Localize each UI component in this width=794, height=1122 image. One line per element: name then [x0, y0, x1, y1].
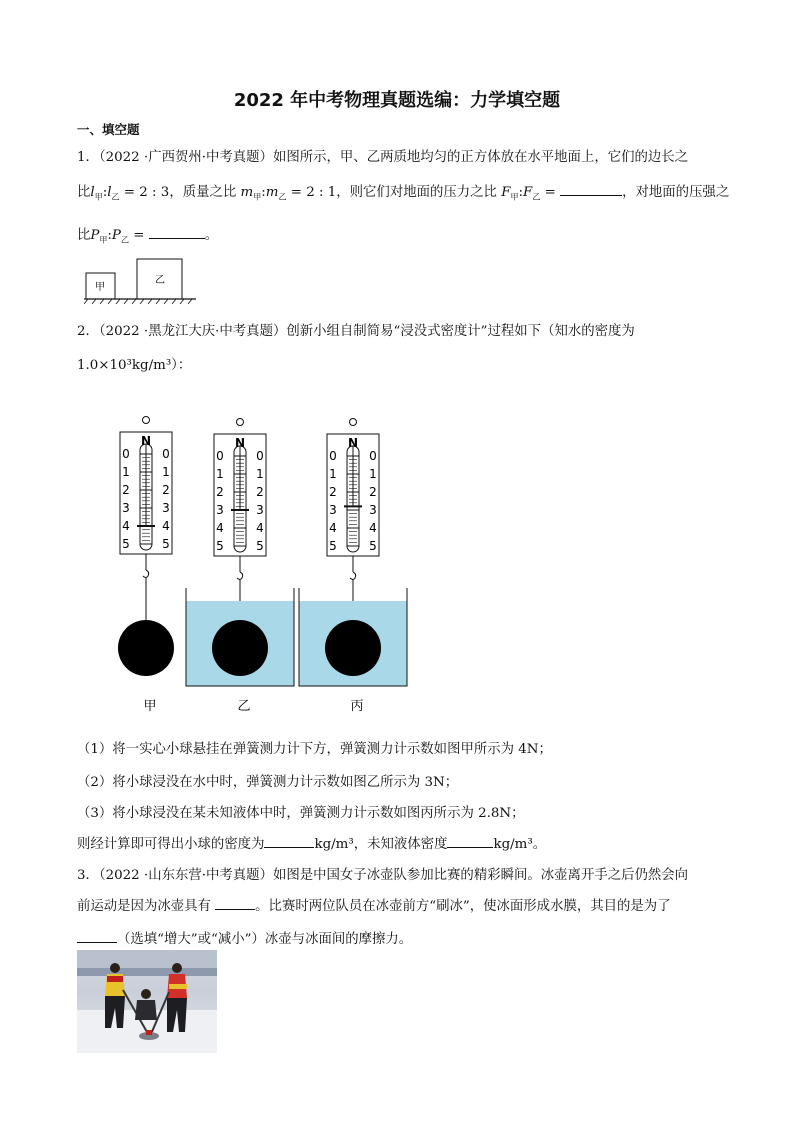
scale-number-left: 4: [216, 521, 224, 535]
scale-number-right: 3: [369, 503, 377, 517]
scale-number-left: 3: [329, 503, 337, 517]
scale-unit-label: N: [140, 434, 152, 448]
scale-number-right: 2: [369, 485, 377, 499]
solid-ball: [325, 620, 381, 676]
scale-number-left: 0: [329, 449, 337, 463]
scale-number-right: 3: [162, 501, 170, 515]
scale-number-left: 2: [216, 485, 224, 499]
scale-number-right: 0: [369, 449, 377, 463]
page-title: 2022 年中考物理真题选编：力学填空题: [233, 90, 561, 111]
q2-answer-line: 则经计算即可得出小球的密度为 kg/m³，未知液体密度 kg/m³。: [77, 837, 547, 852]
cube-jia-label: 甲: [95, 282, 105, 293]
q2-step-2: （2）将小球浸没在水中时，弹簧测力计示数如图乙所示为 3N；: [77, 775, 459, 790]
scale-number-left: 4: [329, 521, 337, 535]
scale-hook: [350, 572, 356, 580]
cube-yi-label: 乙: [155, 275, 165, 286]
figure-label: 丙: [350, 699, 364, 714]
q2-step-1: （1）将一实心小球悬挂在弹簧测力计下方，弹簧测力计示数如图甲所示为 4N；: [77, 742, 552, 757]
scale-number-left: 2: [122, 483, 130, 497]
solid-ball: [118, 620, 174, 676]
scale-number-left: 2: [329, 485, 337, 499]
q1-line-1: 1．（2022 ·广西贺州·中考真题）如图所示，甲、乙两质地均匀的正方体放在水平地面上，它们的边长之: [77, 150, 689, 165]
scale-number-left: 3: [122, 501, 130, 515]
scale-number-right: 1: [162, 465, 170, 479]
scale-number-right: 5: [369, 539, 377, 553]
scale-hook: [143, 570, 149, 578]
q2-spring-scale-figure: [108, 410, 418, 720]
curling-photo-drawing: [77, 950, 217, 1053]
scale-top-ring: [237, 419, 244, 426]
q1-line-2: 比$l_甲:l_乙 = 2$ : 3，质量之比 $m_甲:m_乙 = 2$ : 1，则它们对地面的压力之比 $F_甲:F_乙$ = ，对地面的压强之: [77, 185, 730, 202]
scale-number-right: 4: [369, 521, 377, 535]
scale-number-right: 3: [256, 503, 264, 517]
q2-ball-density-blank[interactable]: [264, 835, 314, 848]
scale-number-right: 0: [256, 449, 264, 463]
scale-number-left: 0: [216, 449, 224, 463]
scale-unit-label: N: [347, 436, 359, 450]
figure-label: 乙: [237, 699, 251, 714]
curling-photo: [77, 950, 217, 1053]
q2-step-3: （3）将小球浸没在某未知液体中时，弹簧测力计示数如图丙所示为 2.8N；: [77, 806, 525, 821]
scale-number-left: 1: [122, 465, 130, 479]
scale-number-right: 0: [162, 447, 170, 461]
q3-friction-blank[interactable]: [77, 930, 117, 943]
scale-number-right: 1: [256, 467, 264, 481]
scale-number-left: 5: [329, 539, 337, 553]
scale-number-left: 3: [216, 503, 224, 517]
figure-label: 甲: [143, 699, 157, 714]
scale-number-left: 5: [122, 537, 130, 551]
q3-line-3: （选填“增大”或“减小”）冰壶与冰面间的摩擦力。: [77, 928, 412, 947]
scale-hook: [237, 572, 243, 580]
section-heading: 一、填空题: [77, 122, 140, 137]
q1-force-blank[interactable]: [560, 183, 622, 196]
scale-number-right: 4: [162, 519, 170, 533]
ground-hatch: [84, 299, 192, 304]
scale-number-right: 5: [256, 539, 264, 553]
q2-line-2: 1.0×10³kg/m³）：: [77, 358, 192, 373]
scale-number-right: 2: [256, 485, 264, 499]
scale-number-right: 4: [256, 521, 264, 535]
scale-top-ring: [143, 417, 150, 424]
q1-line-3: 比$P_甲:P_乙$ = 。: [77, 228, 219, 245]
scale-top-ring: [350, 419, 357, 426]
scale-number-left: 4: [122, 519, 130, 533]
scale-number-left: 1: [329, 467, 337, 481]
q3-inertia-blank[interactable]: [215, 897, 255, 910]
q3-line-1: 3．（2022 ·山东东营·中考真题）如图是中国女子冰壶队参加比赛的精彩瞬间。冰壶离开手之后仍然会向: [77, 868, 689, 883]
q1-cubes-figure: [84, 256, 204, 306]
scale-unit-label: N: [234, 436, 246, 450]
scale-number-left: 1: [216, 467, 224, 481]
q1-pressure-blank[interactable]: [149, 226, 205, 239]
q2-liquid-density-blank[interactable]: [447, 835, 493, 848]
q3-line-2: 前运动是因为冰壶具有 。比赛时两位队员在冰壶前方“刷冰”，使冰面形成水膜，其目的是为了: [77, 899, 671, 914]
q2-line-1: 2．（2022 ·黑龙江大庆·中考真题）创新小组自制简易“浸没式密度计”过程如下（知水的密度为: [77, 324, 635, 339]
scale-number-right: 2: [162, 483, 170, 497]
solid-ball: [212, 620, 268, 676]
scale-number-left: 0: [122, 447, 130, 461]
scale-number-right: 1: [369, 467, 377, 481]
scale-number-left: 5: [216, 539, 224, 553]
scale-number-right: 5: [162, 537, 170, 551]
